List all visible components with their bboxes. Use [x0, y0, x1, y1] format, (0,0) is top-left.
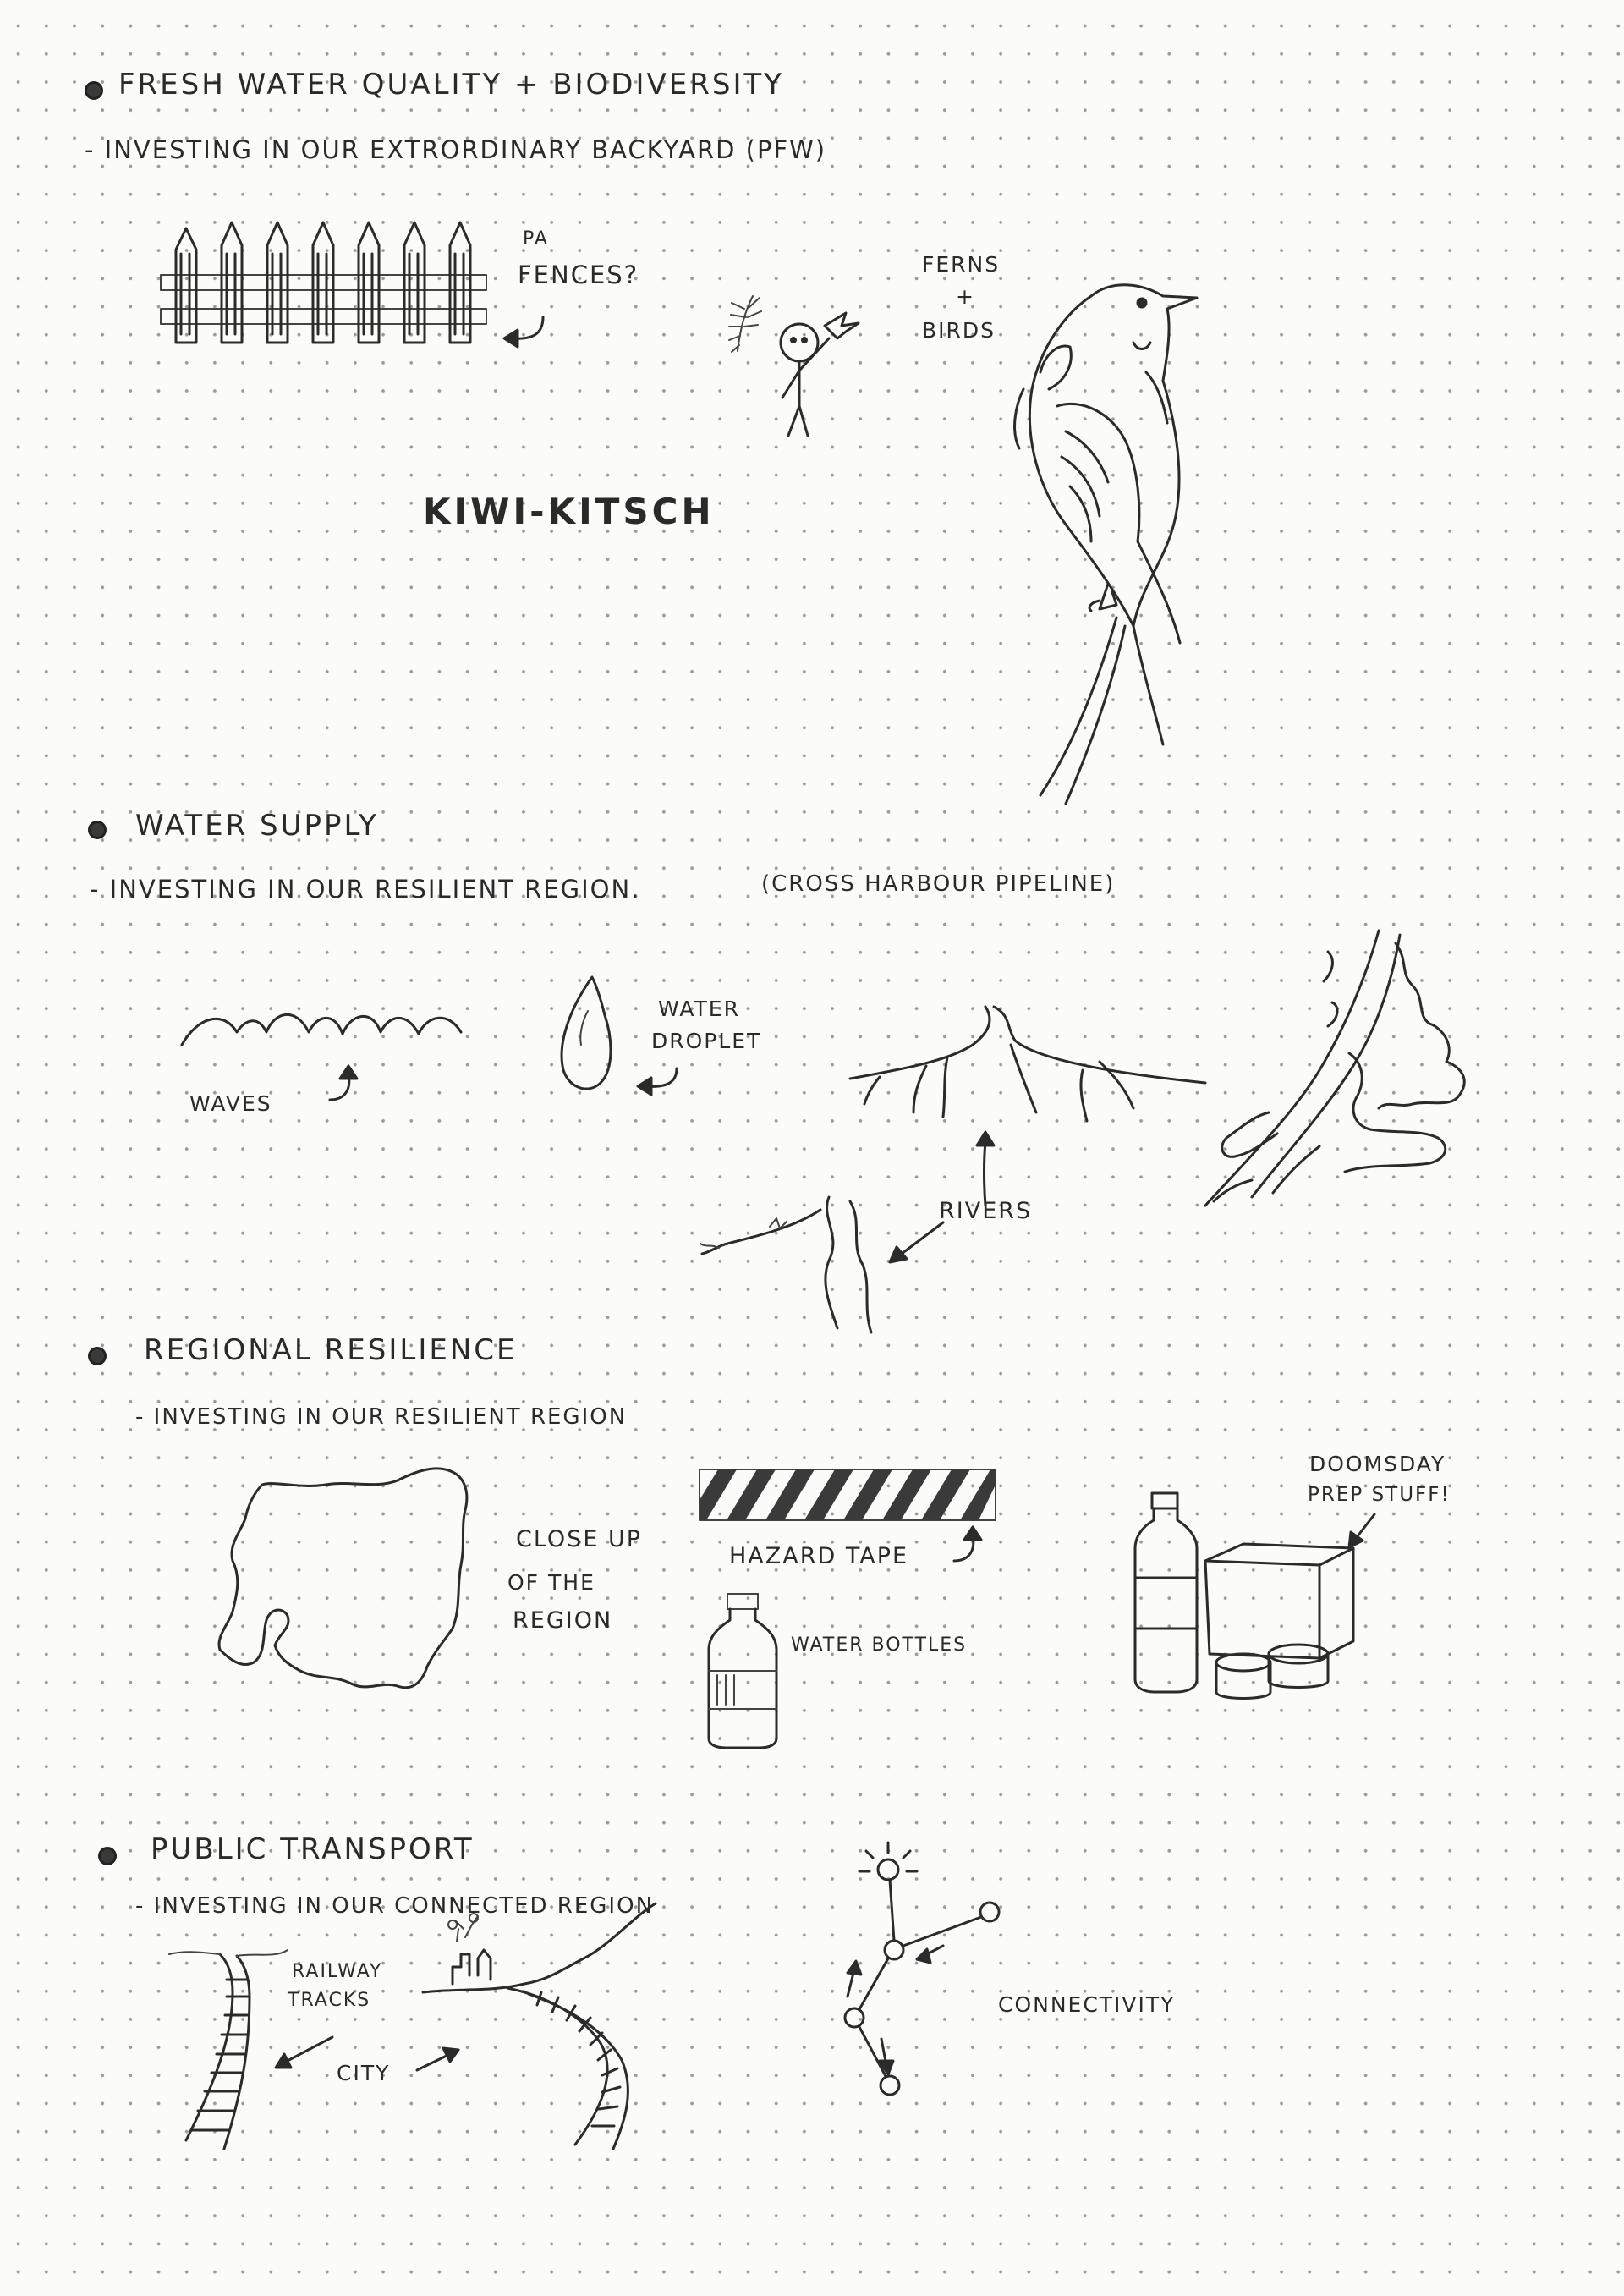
- doomsday-label-2: PREP STUFF!: [1308, 1484, 1451, 1506]
- hazard-tape-label: HAZARD TAPE: [729, 1543, 909, 1569]
- birds-label: BIRDS: [922, 318, 996, 343]
- connectivity-network-sketch: [829, 1827, 1015, 2106]
- droplet-arrow-icon: [633, 1064, 683, 1107]
- rivers-arrow-left-icon: [880, 1218, 947, 1269]
- waves-label: WAVES: [189, 1091, 272, 1116]
- river-delta-sketch: [846, 1002, 1210, 1138]
- fence-sketch: [161, 216, 499, 351]
- section-2-subheading-note: (CROSS HARBOUR PIPELINE): [761, 871, 1116, 897]
- section-3-bullet: [88, 1347, 107, 1365]
- section-2-subheading: - INVESTING IN OUR RESILIENT REGION.: [90, 875, 641, 904]
- rivers-label: RIVERS: [939, 1198, 1033, 1224]
- hazard-tape-arrow-icon: [947, 1523, 990, 1574]
- connectivity-label: CONNECTIVITY: [998, 1992, 1176, 2017]
- close-up-label-2: OF THE: [508, 1570, 595, 1595]
- water-droplet-label-2: DROPLET: [651, 1029, 762, 1053]
- close-up-label-3: REGION: [513, 1607, 613, 1634]
- close-up-label-1: CLOSE UP: [516, 1526, 643, 1552]
- doomsday-label-1: DOOMSDAY: [1309, 1452, 1446, 1476]
- water-droplet-label-1: WATER: [658, 997, 740, 1021]
- kiwi-kitsch-label: KIWI-KITSCH: [423, 491, 715, 532]
- section-4-bullet: [98, 1847, 117, 1865]
- water-bottle-icon: [700, 1590, 785, 1751]
- doomsday-supplies-sketch: [1125, 1485, 1379, 1705]
- section-1-subheading: - INVESTING IN OUR EXTRORDINARY BACKYARD (PFW): [85, 135, 827, 164]
- hazard-tape-icon: [698, 1468, 998, 1527]
- ferns-label: FERNS: [922, 252, 1001, 277]
- fences-scribble: PA: [523, 228, 549, 250]
- coastline-sketch: [1201, 926, 1480, 1214]
- railway-label-1: RAILWAY: [292, 1961, 383, 1982]
- railway-arrow-icon: [269, 2030, 337, 2073]
- fences-label: FENCES?: [518, 261, 639, 289]
- section-3-subheading: - INVESTING IN OUR RESILIENT REGION: [135, 1404, 628, 1430]
- section-3-heading: REGIONAL RESILIENCE: [144, 1333, 518, 1367]
- region-outline-sketch: [207, 1459, 512, 1705]
- ferns-plus: +: [956, 284, 975, 309]
- city-label: CITY: [337, 2061, 391, 2085]
- section-4-subheading: - INVESTING IN OUR CONNECTED REGION: [135, 1893, 655, 1919]
- water-bottles-label: WATER BOTTLES: [791, 1634, 968, 1656]
- water-droplet-icon: [554, 973, 622, 1100]
- section-2-bullet: [88, 821, 107, 839]
- fences-arrow-icon: [499, 313, 550, 355]
- railway-label-2: TRACKS: [288, 1990, 371, 2011]
- waves-sketch: [178, 998, 465, 1066]
- section-1-heading: FRESH WATER QUALITY + BIODIVERSITY: [118, 68, 785, 102]
- person-fern-bird-sketch: [719, 279, 897, 440]
- city-track-sketch: [414, 1899, 660, 2153]
- section-2-heading: WATER SUPPLY: [135, 809, 379, 843]
- section-4-heading: PUBLIC TRANSPORT: [151, 1832, 475, 1866]
- tui-bird-sketch: [973, 271, 1243, 812]
- rivers-arrow-up-icon: [968, 1125, 1002, 1210]
- section-1-bullet: [85, 81, 103, 100]
- city-arrow-icon: [413, 2043, 464, 2077]
- waves-arrow-icon: [321, 1062, 364, 1112]
